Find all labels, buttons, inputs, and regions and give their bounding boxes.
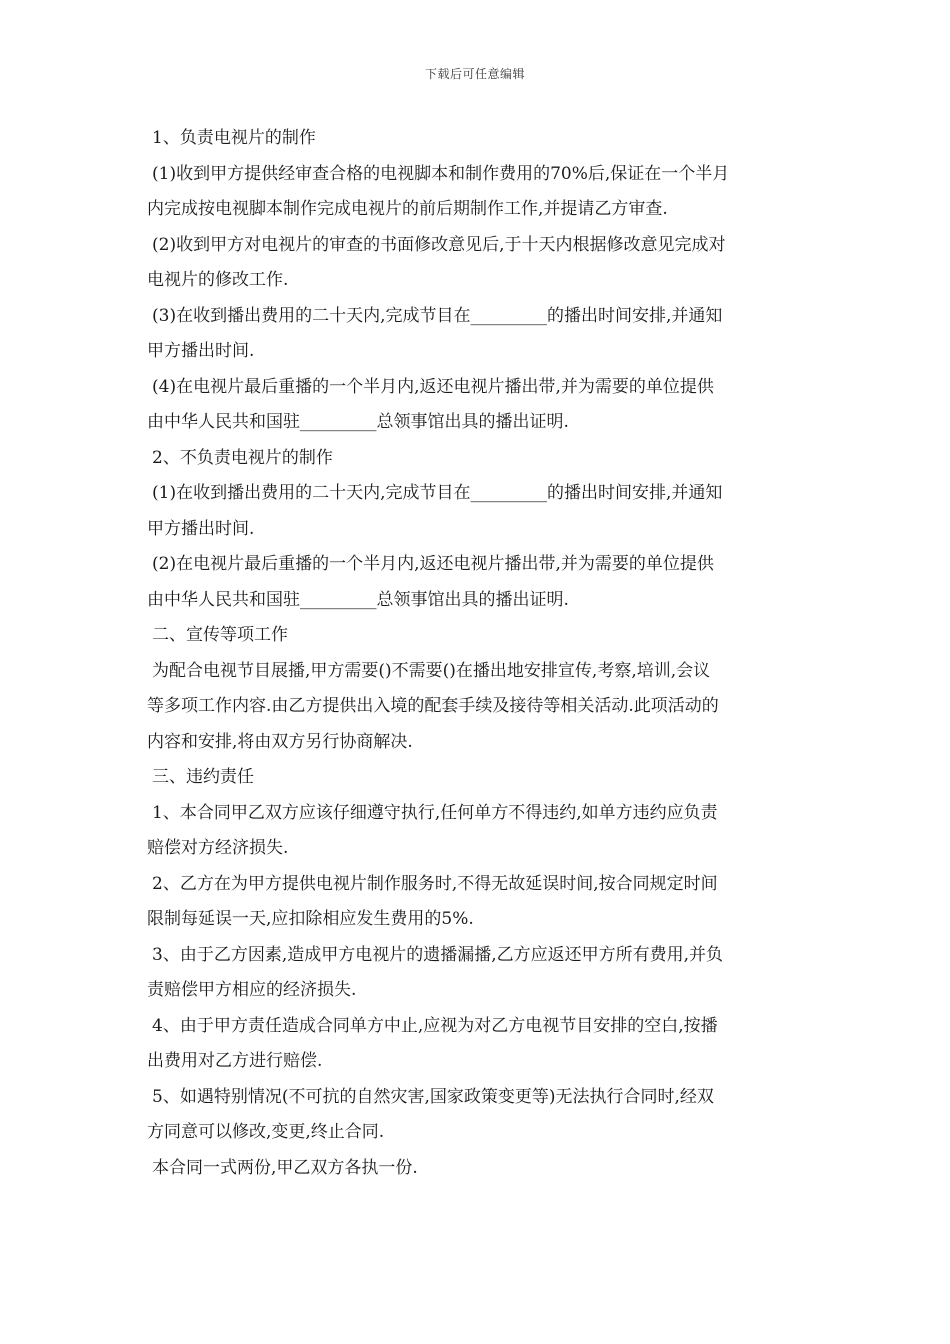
document-line: 二、宣传等项工作 (152, 625, 288, 645)
document-line: 本合同一式两份,甲乙双方各执一份. (152, 1157, 418, 1178)
document-line: 4、由于甲方责任造成合同单方中止,应视为对乙方电视节目安排的空白,按播 (152, 1015, 718, 1036)
document-line: 5、如遇特别情况(不可抗的自然灾害,国家政策变更等)无法执行合同时,经双 (152, 1086, 714, 1107)
document-line: (2)收到甲方对电视片的审查的书面修改意见后,于十天内根据修改意见完成对 (152, 234, 726, 255)
document-line: 甲方播出时间. (147, 518, 255, 539)
document-line: 电视片的修改工作. (147, 270, 289, 290)
document-line: 内完成按电视脚本制作完成电视片的前后期制作工作,并提请乙方审查. (147, 199, 668, 219)
document-line: (1)收到甲方提供经审查合格的电视脚本和制作费用的70%后,保证在一个半月 (152, 163, 730, 184)
document-body (147, 121, 807, 1186)
document-line: 方同意可以修改,变更,终止合同. (147, 1122, 385, 1142)
document-line: (1)在收到播出费用的二十天内,完成节目在_________的播出时间安排,并通知 (152, 483, 723, 503)
document-line: 限制每延误一天,应扣除相应发生费用的5%. (147, 909, 474, 929)
document-line: 赔偿对方经济损失. (147, 838, 289, 858)
download-note: 下载后可任意编辑 (424, 67, 525, 81)
document-line: (4)在电视片最后重播的一个半月内,返还电视片播出带,并为需要的单位提供 (152, 376, 714, 397)
document-line: 等多项工作内容.由乙方提供出入境的配套手续及接待等相关活动.此项活动的 (147, 696, 719, 716)
document-line: 内容和安排,将由双方另行协商解决. (147, 731, 413, 752)
document-line: (3)在收到播出费用的二十天内,完成节目在_________的播出时间安排,并通知 (152, 305, 723, 326)
document-line: 1、负责电视片的制作 (152, 128, 316, 148)
document-line: 责赔偿甲方相应的经济损失. (147, 980, 357, 1000)
document-line: (2)在电视片最后重播的一个半月内,返还电视片播出带,并为需要的单位提供 (152, 554, 714, 574)
document-line: 为配合电视节目展播,甲方需要()不需要()在播出地安排宣传,考察,培训,会议 (152, 660, 711, 681)
document-line: 2、不负责电视片的制作 (152, 447, 333, 468)
document-line: 甲方播出时间. (147, 341, 255, 361)
document-line: 3、由于乙方因素,造成甲方电视片的遗播漏播,乙方应返还甲方所有费用,并负 (152, 944, 724, 965)
document-line: 2、乙方在为甲方提供电视片制作服务时,不得无故延误时间,按合同规定时间 (152, 873, 718, 894)
document-line: 三、违约责任 (152, 767, 254, 787)
document-line: 由中华人民共和国驻_________总领事馆出具的播出证明. (147, 412, 569, 432)
document-line: 由中华人民共和国驻_________总领事馆出具的播出证明. (147, 589, 569, 610)
document-line: 1、本合同甲乙双方应该仔细遵守执行,任何单方不得违约,如单方违约应负责 (152, 802, 718, 823)
document-line: 出费用对乙方进行赔偿. (147, 1051, 323, 1071)
